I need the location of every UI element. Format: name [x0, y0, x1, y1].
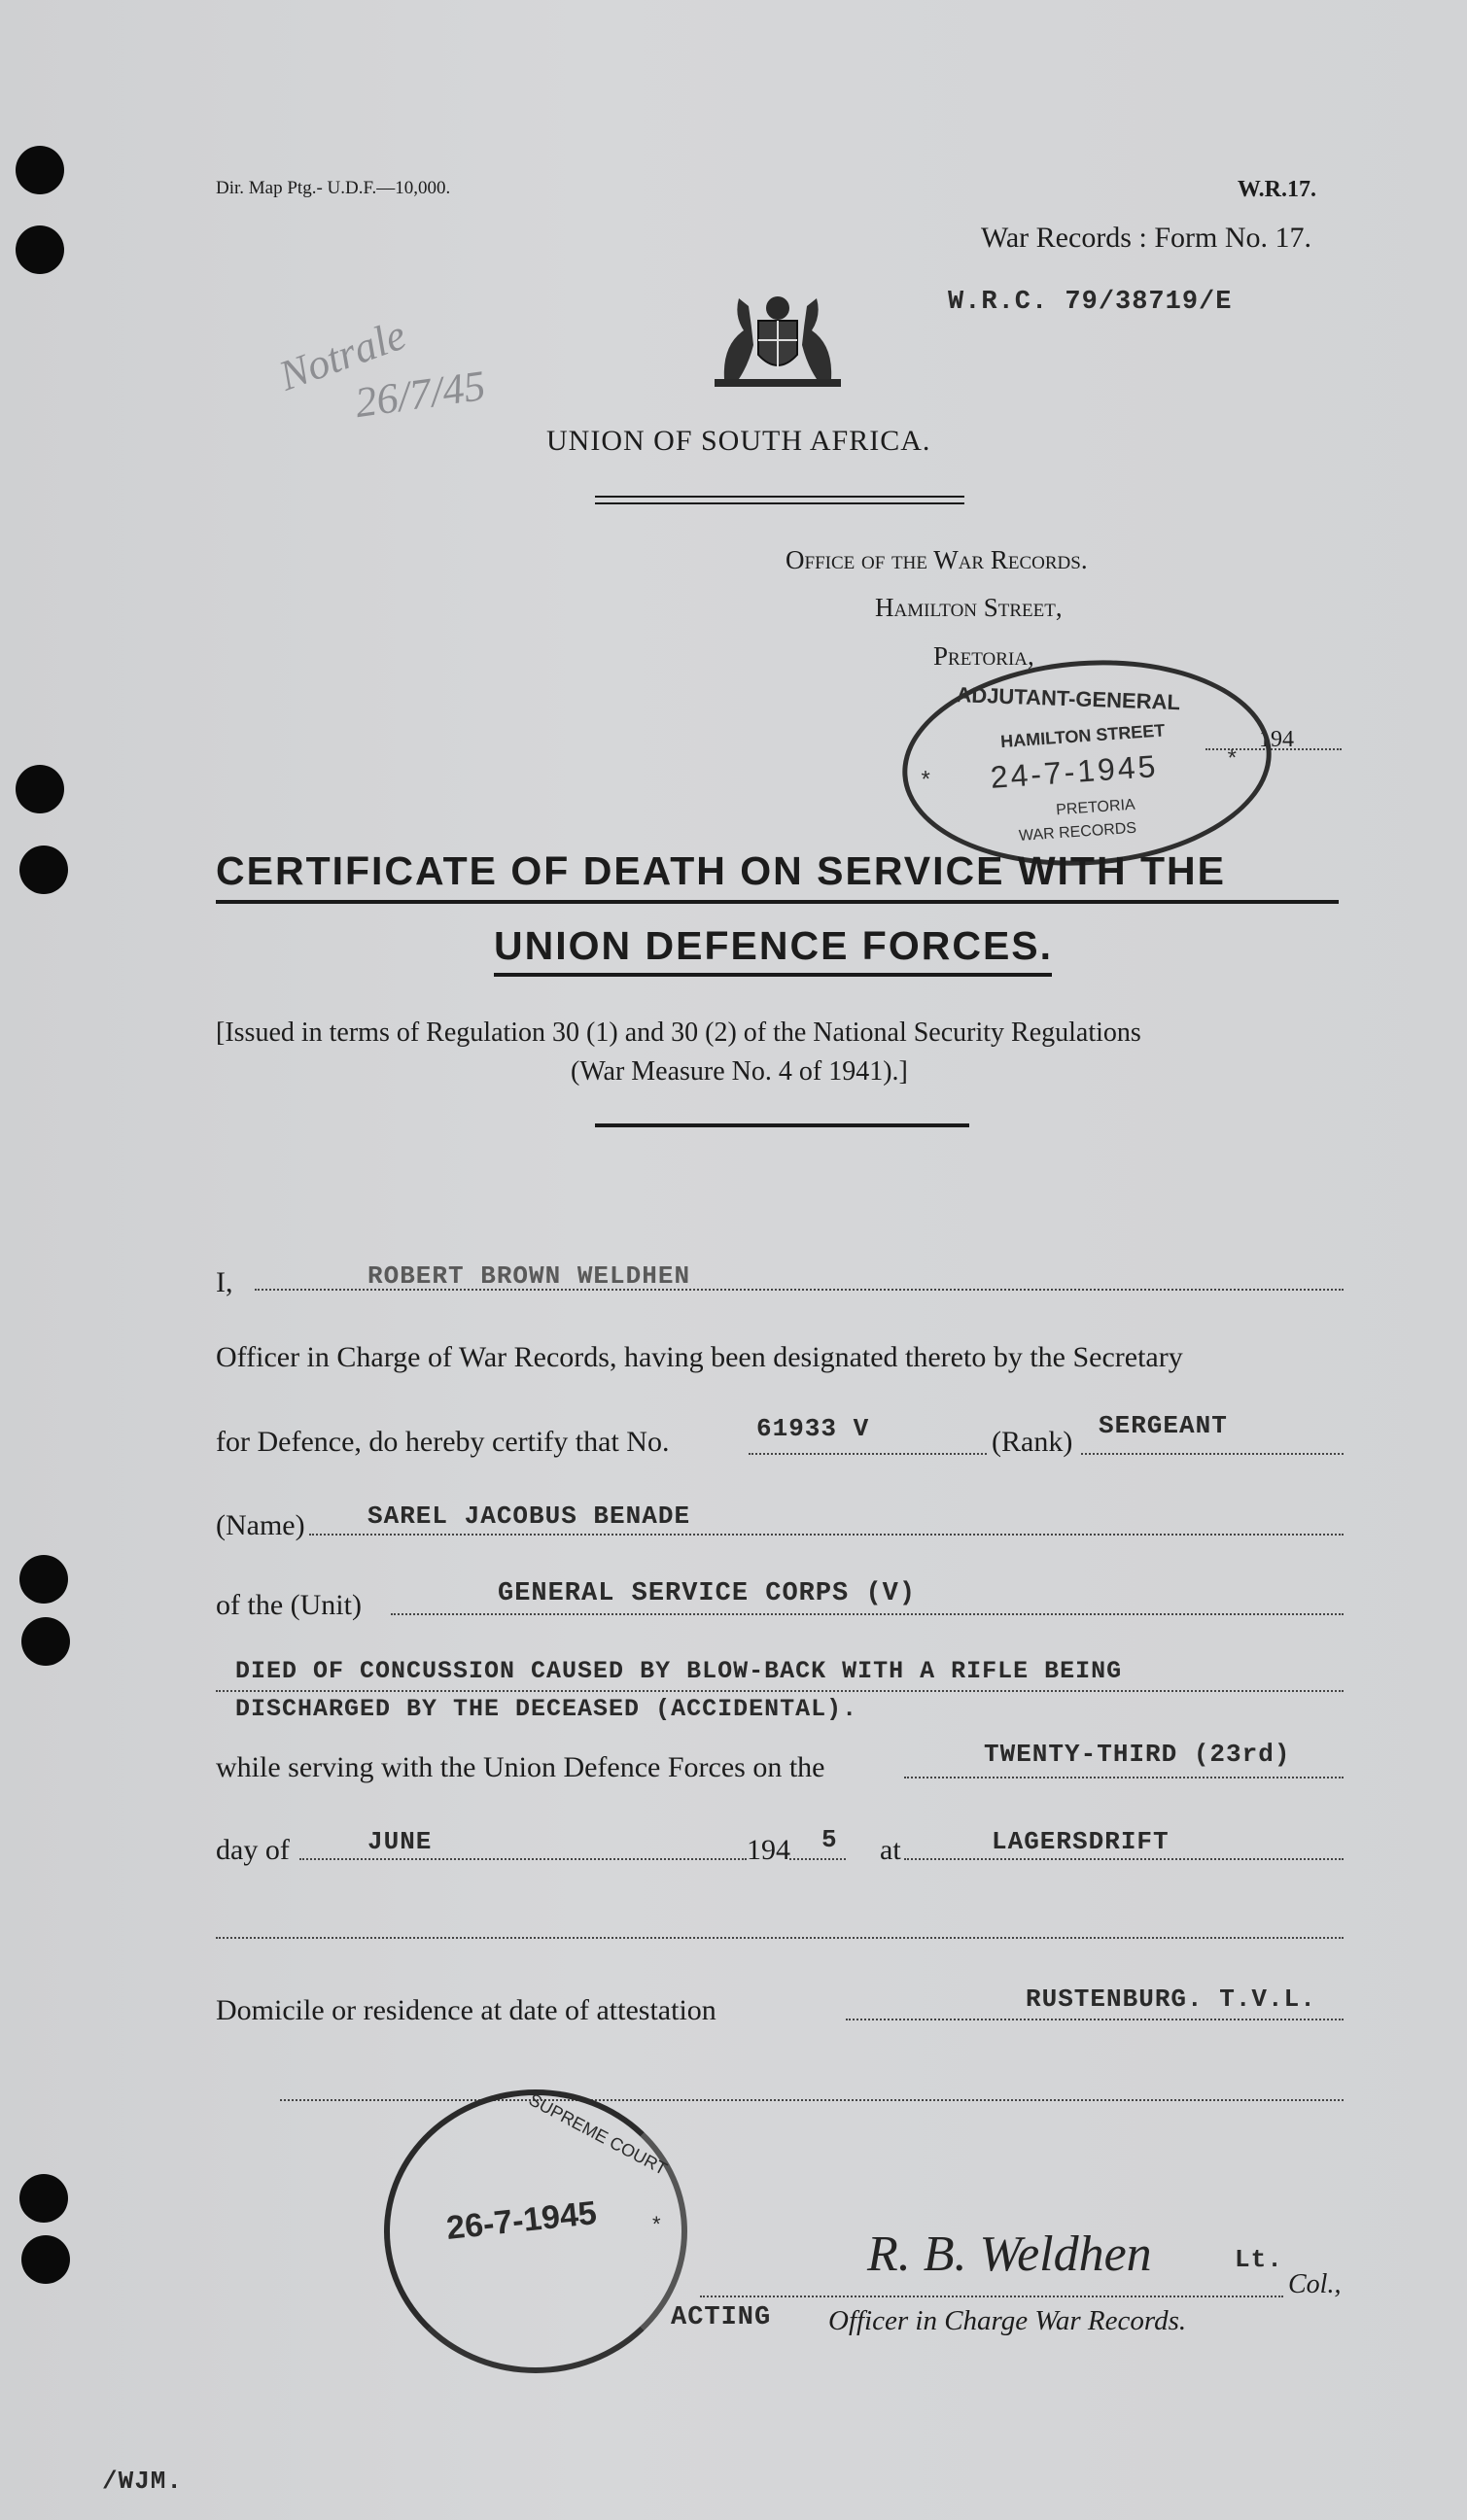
punch-hole: [16, 765, 64, 813]
blank-line: [280, 2099, 1344, 2101]
regulation-line1: [Issued in terms of Regulation 30 (1) and 30 (2) of the National Security Regulations: [216, 1018, 1141, 1048]
service-number: 61933 V: [756, 1414, 870, 1443]
month-line: [299, 1858, 747, 1860]
printer-note: Dir. Map Ptg.- U.D.F.—10,000.: [216, 178, 451, 198]
signature-rank-typed: Lt.: [1235, 2245, 1283, 2274]
i-label: I,: [216, 1266, 233, 1298]
pencil-date: 26/7/45: [352, 361, 489, 428]
certify-prefix: for Defence, do hereby certify that No.: [216, 1426, 670, 1458]
punch-hole: [16, 146, 64, 194]
stamp-date: 24-7-1945: [989, 747, 1160, 795]
domicile-label: Domicile or residence at date of attestation: [216, 1994, 716, 2026]
deceased-name: SAREL JACOBUS BENADE: [367, 1502, 691, 1531]
certificate-title-line1: CERTIFICATE OF DEATH ON SERVICE WITH THE: [216, 848, 1226, 893]
adjutant-general-stamp: [895, 648, 1278, 878]
place-line: [904, 1858, 1344, 1860]
country-heading: UNION OF SOUTH AFRICA.: [546, 425, 931, 457]
regulation-line2: (War Measure No. 4 of 1941).]: [571, 1056, 908, 1087]
rank-line: [1081, 1453, 1344, 1455]
pencil-note: Notrale: [272, 310, 412, 400]
cause-of-death-line1: DIED OF CONCUSSION CAUSED BY BLOW-BACK WITH A RIFLE BEING: [235, 1657, 1123, 1685]
office-street: Hamilton Street,: [875, 593, 1063, 622]
officer-name: ROBERT BROWN WELDHEN: [367, 1261, 691, 1291]
at-label: at: [880, 1834, 901, 1866]
day-line: [904, 1777, 1344, 1778]
divider: [595, 1123, 969, 1127]
name-label: (Name): [216, 1509, 305, 1541]
stamp-star: *: [920, 766, 932, 793]
unit-value: GENERAL SERVICE CORPS (V): [498, 1579, 917, 1608]
signature-rank-printed: Col.,: [1288, 2269, 1342, 2299]
rank-value: SERGEANT: [1099, 1411, 1228, 1440]
stamp-ring-text: SUPREME COURT: [525, 2089, 671, 2179]
cause-line: [216, 1690, 1344, 1692]
date-year-prefix: 194: [1259, 727, 1294, 752]
rank-label: (Rank): [992, 1426, 1073, 1458]
day-value: TWENTY-THIRD (23rd): [984, 1740, 1291, 1769]
title-underline: [216, 900, 1339, 904]
divider: [595, 502, 964, 504]
domicile-value: RUSTENBURG. T.V.L.: [1026, 1985, 1316, 2014]
service-number-line: [749, 1453, 987, 1455]
stamp-city: PRETORIA: [1055, 796, 1136, 819]
cause-of-death-line2: DISCHARGED BY THE DECEASED (ACCIDENTAL).: [235, 1695, 858, 1723]
punch-hole: [16, 225, 64, 274]
divider: [595, 496, 964, 498]
year-digit: 5: [821, 1825, 838, 1854]
supreme-court-stamp: [384, 2089, 687, 2373]
stamp-ring-bottom: WAR RECORDS: [1018, 819, 1137, 846]
blank-line: [216, 1937, 1344, 1939]
form-name: War Records : Form No. 17.: [980, 222, 1311, 254]
title-underline: [494, 973, 1052, 977]
file-reference: W.R.C. 79/38719/E: [948, 288, 1233, 317]
deceased-name-line: [309, 1534, 1344, 1536]
punch-hole: [21, 1617, 70, 1666]
year-line: [789, 1858, 846, 1860]
unit-line: [391, 1613, 1344, 1615]
acting-label: ACTING: [671, 2303, 772, 2332]
unit-label: of the (Unit): [216, 1589, 362, 1621]
signatory-title: Officer in Charge War Records.: [828, 2305, 1187, 2336]
office-city: Pretoria,: [933, 641, 1034, 671]
typist-initials: /WJM.: [102, 2467, 184, 2496]
coat-of-arms-emblem: [705, 287, 851, 394]
month-value: JUNE: [367, 1827, 433, 1856]
stamp-street: HAMILTON STREET: [999, 720, 1166, 752]
domicile-line: [846, 2019, 1344, 2020]
stamp-date: 26-7-1945: [444, 2194, 599, 2248]
form-code: W.R.17.: [1237, 177, 1316, 202]
year-prefix: 194: [747, 1834, 790, 1866]
day-of-label: day of: [216, 1834, 290, 1866]
serving-label: while serving with the Union Defence Forces on the: [216, 1751, 825, 1783]
certificate-title-line2: UNION DEFENCE FORCES.: [494, 923, 1054, 968]
punch-hole: [19, 1555, 68, 1604]
stamp-ring-top: ADJUTANT-GENERAL: [956, 682, 1181, 715]
stamp-star: *: [652, 2212, 661, 2236]
punch-hole: [19, 2174, 68, 2223]
punch-hole: [19, 846, 68, 894]
place-value: LAGERSDRIFT: [992, 1827, 1170, 1856]
certify-paragraph: Officer in Charge of War Records, having been designated thereto by the Secretary: [216, 1341, 1183, 1373]
stamp-star: *: [1227, 744, 1239, 772]
punch-hole: [21, 2235, 70, 2284]
signature-line: [700, 2296, 1283, 2297]
office-name: Office of the War Records.: [786, 545, 1088, 574]
handwritten-signature: R. B. Weldhen: [867, 2227, 1152, 2282]
